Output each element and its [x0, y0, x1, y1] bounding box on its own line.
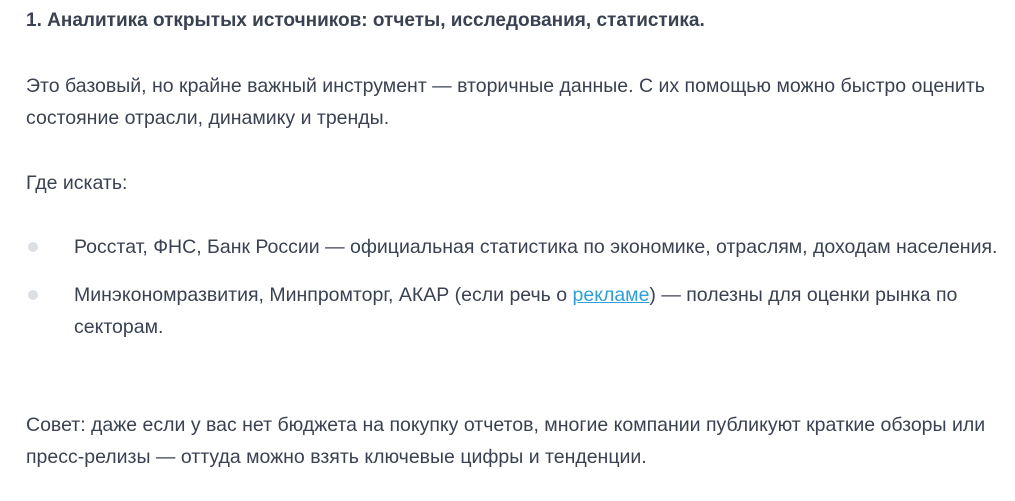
list-item: [26, 231, 1001, 263]
tip-paragraph: Совет: даже если у вас нет бюджета на покупку отчетов, многие компании публикуют краткие обзоры или пресс-релизы — оттуда можно взять ключевые цифры и тенденции.: [26, 414, 986, 468]
where-to-look-label: Где искать:: [26, 172, 128, 194]
bullet-icon: [28, 290, 38, 300]
advertising-link[interactable]: рекламе: [572, 284, 650, 306]
section-heading: 1. Аналитика открытых источников: отчеты, исследования, статистика.: [26, 10, 705, 31]
sources-list: [26, 231, 1001, 359]
bullet-icon: [28, 242, 38, 252]
list-item-text-after: ) — полезны для оценки рынка по секторам.: [74, 284, 958, 338]
intro-paragraph: Это базовый, но крайне важный инструмент — вторичные данные. С их помощью можно быстро оценить состояние отрасли, динамику и тренды.: [26, 75, 985, 129]
list-item-text-before: Минэкономразвития, Минпромторг, АКАР (если речь о: [74, 284, 573, 306]
list-item-text: Росстат, ФНС, Банк России — официальная статистика по экономике, отраслям, доходам населения.: [74, 236, 998, 258]
list-item: [26, 279, 1001, 343]
